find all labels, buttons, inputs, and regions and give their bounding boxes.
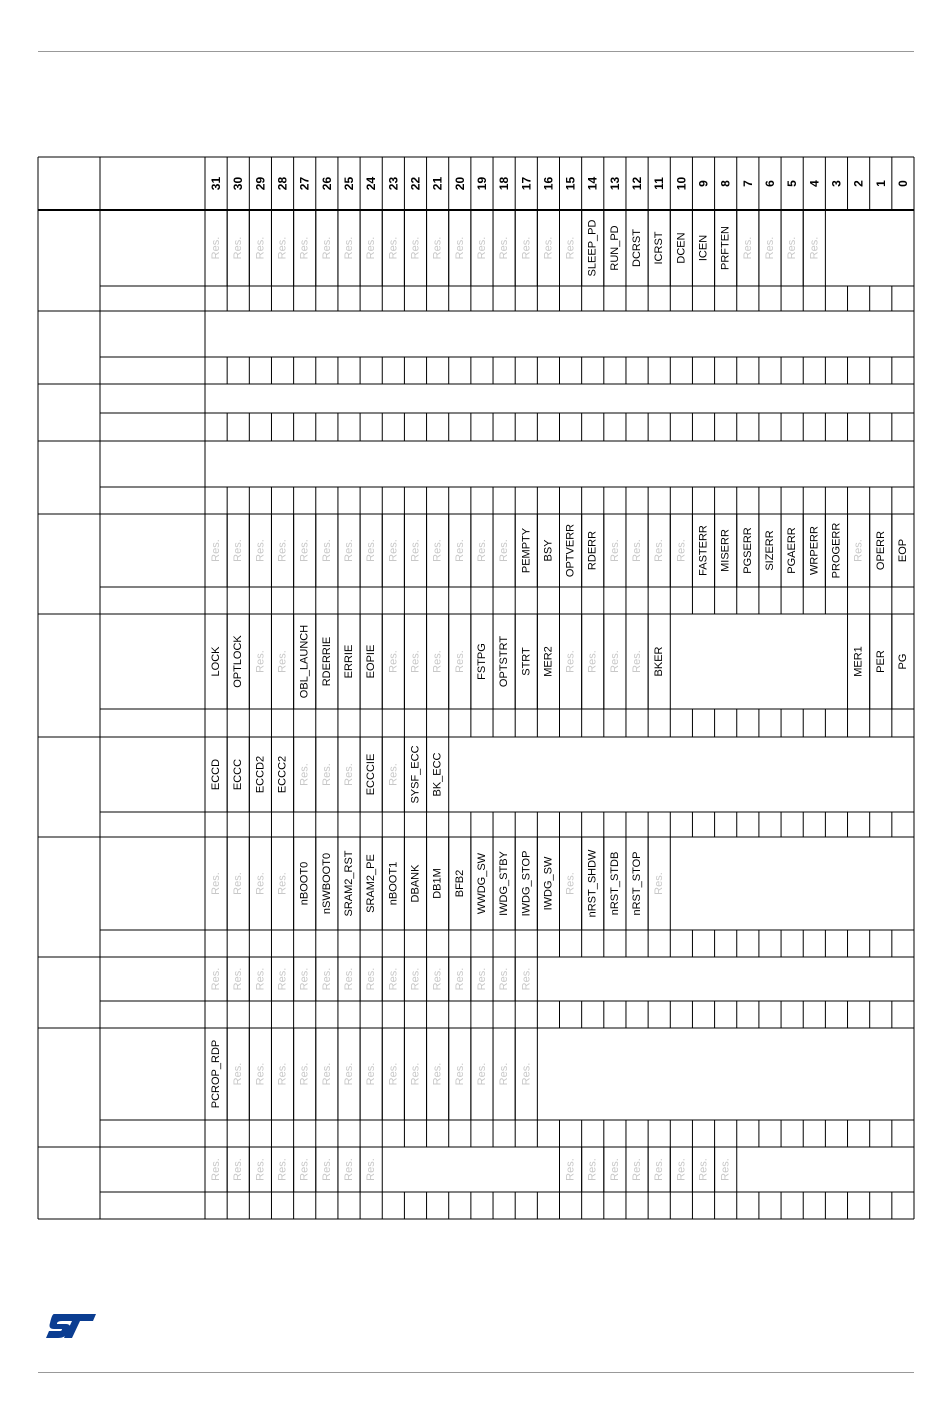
register-field-label: FSTPG: [475, 643, 488, 680]
reserved-field-label: Res.: [653, 1158, 666, 1181]
register-field-label: DCEN: [675, 232, 688, 264]
bit-number-label: 1: [873, 180, 888, 187]
bit-number-label: 27: [297, 176, 312, 191]
bit-number-label: 17: [519, 176, 534, 191]
reserved-field-label: Res.: [453, 650, 466, 673]
register-field-label: nRST_STDB: [608, 851, 621, 916]
register-field-label: BSY: [542, 539, 555, 562]
reserved-field-label: Res.: [520, 967, 533, 991]
bit-number-label: 30: [231, 176, 246, 191]
register-field-label: OPTVERR: [564, 523, 577, 578]
reserved-field-label: Res.: [409, 236, 422, 260]
reserved-field-label: Res.: [741, 236, 754, 260]
reserved-field-label: Res.: [409, 1062, 422, 1086]
reserved-field-label: Res.: [343, 1158, 356, 1181]
reserved-field-label: Res.: [210, 967, 223, 991]
bit-number-label: 24: [364, 176, 379, 191]
register-field-label: WWDG_SW: [475, 852, 488, 915]
register-field-label: BKER: [653, 646, 666, 677]
reserved-field-label: Res.: [320, 539, 333, 562]
bit-number-label: 25: [342, 176, 357, 191]
register-field-label: ERRIE: [343, 644, 356, 679]
reserved-field-label: Res.: [276, 1062, 289, 1086]
bit-number-label: 23: [386, 176, 401, 191]
reserved-field-label: Res.: [852, 539, 865, 562]
register-field-label: MISERR: [719, 529, 732, 572]
bit-number-label: 29: [253, 176, 268, 191]
register-field-label: PCROP_RDP: [210, 1039, 223, 1109]
reserved-field-label: Res.: [343, 967, 356, 991]
bit-number-label: 21: [430, 176, 445, 191]
bit-number-label: 4: [807, 180, 822, 187]
reserved-field-label: Res.: [320, 763, 333, 786]
reserved-field-label: Res.: [276, 1158, 289, 1181]
bit-number-label: 7: [740, 180, 755, 187]
register-field-label: ECCC2: [276, 755, 289, 794]
reserved-field-label: Res.: [298, 236, 311, 260]
bit-number-label: 3: [829, 180, 844, 187]
register-field-label: ICEN: [697, 234, 710, 262]
register-field-label: ECCD: [210, 758, 223, 791]
register-field-label: PROGERR: [830, 522, 843, 579]
reserved-field-label: Res.: [564, 650, 577, 673]
reserved-field-label: Res.: [254, 539, 267, 562]
reserved-field-label: Res.: [564, 1158, 577, 1181]
bit-number-label: 18: [497, 176, 512, 191]
register-field-label: SRAM2_RST: [343, 850, 356, 917]
register-field-label: nSWBOOT0: [320, 852, 333, 915]
reserved-field-label: Res.: [210, 236, 223, 260]
reserved-field-label: Res.: [387, 650, 400, 673]
register-field-label: RDERRIE: [320, 636, 333, 687]
reserved-field-label: Res.: [276, 539, 289, 562]
register-field-label: OBL_LAUNCH: [298, 624, 311, 699]
register-field-label: nBOOT0: [298, 861, 311, 906]
register-field-label: OPTSTRT: [498, 635, 511, 688]
register-field-label: STRT: [520, 647, 533, 676]
reserved-field-label: Res.: [475, 967, 488, 991]
reserved-field-label: Res.: [409, 650, 422, 673]
reserved-field-label: Res.: [387, 1062, 400, 1086]
reserved-field-label: Res.: [320, 1158, 333, 1181]
reserved-field-label: Res.: [520, 1062, 533, 1086]
bit-number-label: 8: [718, 180, 733, 187]
reserved-field-label: Res.: [763, 236, 776, 260]
reserved-field-label: Res.: [453, 1062, 466, 1086]
reserved-field-label: Res.: [564, 872, 577, 895]
reserved-field-label: Res.: [453, 236, 466, 260]
bit-number-label: 0: [895, 180, 910, 187]
reserved-field-label: Res.: [431, 539, 444, 562]
reserved-field-label: Res.: [431, 967, 444, 991]
bit-number-label: 14: [585, 176, 600, 191]
bit-number-label: 15: [563, 176, 578, 191]
reserved-field-label: Res.: [254, 650, 267, 673]
register-field-label: DCRST: [631, 229, 644, 267]
bit-number-label: 9: [696, 180, 711, 187]
bit-number-label: 28: [275, 176, 290, 191]
register-field-label: OPTLOCK: [232, 635, 245, 688]
register-field-label: SIZERR: [763, 530, 776, 571]
register-field-label: ECCCIE: [365, 753, 378, 796]
reserved-field-label: Res.: [343, 236, 356, 260]
register-field-label: ECCC: [232, 758, 245, 791]
register-field-label: PGSERR: [741, 527, 754, 574]
bit-number-label: 22: [408, 176, 423, 191]
reserved-field-label: Res.: [210, 1158, 223, 1181]
reserved-field-label: Res.: [343, 1062, 356, 1086]
reserved-field-label: Res.: [475, 236, 488, 260]
reserved-field-label: Res.: [276, 872, 289, 895]
reserved-field-label: Res.: [431, 650, 444, 673]
bit-number-label: 6: [762, 180, 777, 187]
reserved-field-label: Res.: [498, 1062, 511, 1086]
reserved-field-label: Res.: [498, 967, 511, 991]
reserved-field-label: Res.: [365, 967, 378, 991]
reserved-field-label: Res.: [631, 1158, 644, 1181]
bit-number-label: 31: [209, 176, 224, 191]
register-field-label: SRAM2_PE: [365, 854, 378, 913]
reserved-field-label: Res.: [608, 539, 621, 562]
reserved-field-label: Res.: [298, 1158, 311, 1181]
reserved-field-label: Res.: [254, 236, 267, 260]
reserved-field-label: Res.: [542, 236, 555, 260]
reserved-field-label: Res.: [365, 539, 378, 562]
reserved-field-label: Res.: [475, 539, 488, 562]
reserved-field-label: Res.: [232, 236, 245, 260]
register-field-label: ECCD2: [254, 755, 267, 794]
register-field-label: EOP: [896, 538, 909, 563]
register-field-label: DBANK: [409, 864, 422, 903]
bit-number-label: 16: [541, 176, 556, 191]
reserved-field-label: Res.: [232, 1158, 245, 1181]
register-field-label: BFB2: [453, 869, 466, 898]
reserved-field-label: Res.: [586, 1158, 599, 1181]
reserved-field-label: Res.: [608, 650, 621, 673]
reserved-field-label: Res.: [210, 872, 223, 895]
register-field-label: RDERR: [586, 530, 599, 571]
register-field-label: IWDG_STBY: [498, 851, 511, 916]
reserved-field-label: Res.: [387, 763, 400, 786]
register-field-label: PGAERR: [786, 527, 799, 574]
reserved-field-label: Res.: [608, 1158, 621, 1181]
reserved-field-label: Res.: [232, 967, 245, 991]
reserved-field-label: Res.: [298, 763, 311, 786]
reserved-field-label: Res.: [320, 1062, 333, 1086]
reserved-field-label: Res.: [365, 236, 378, 260]
reserved-field-label: Res.: [365, 1062, 378, 1086]
reserved-field-label: Res.: [475, 1062, 488, 1086]
reserved-field-label: Res.: [298, 967, 311, 991]
reserved-field-label: Res.: [675, 1158, 688, 1181]
register-field-label: DB1M: [431, 868, 444, 899]
reserved-field-label: Res.: [343, 763, 356, 786]
reserved-field-label: Res.: [276, 236, 289, 260]
reserved-field-label: Res.: [586, 650, 599, 673]
reserved-field-label: Res.: [298, 1062, 311, 1086]
register-field-label: EOPIE: [365, 644, 378, 679]
register-field-label: IWDG_STOP: [520, 850, 533, 917]
reserved-field-label: Res.: [564, 236, 577, 260]
reserved-field-label: Res.: [232, 1062, 245, 1086]
register-field-label: nRST_STOP: [631, 851, 644, 916]
reserved-field-label: Res.: [431, 236, 444, 260]
reserved-field-label: Res.: [320, 236, 333, 260]
register-field-label: IWDG_SW: [542, 856, 555, 911]
bit-number-label: 26: [319, 176, 334, 191]
register-field-label: nBOOT1: [387, 861, 400, 906]
bit-number-label: 19: [474, 176, 489, 191]
reserved-field-label: Res.: [387, 236, 400, 260]
register-field-label: MER2: [542, 646, 555, 677]
register-field-label: MER1: [852, 646, 865, 677]
reserved-field-label: Res.: [276, 650, 289, 673]
reserved-field-label: Res.: [498, 539, 511, 562]
reserved-field-label: Res.: [387, 539, 400, 562]
reserved-field-label: Res.: [409, 539, 422, 562]
reserved-field-label: Res.: [232, 872, 245, 895]
bit-number-label: 12: [630, 176, 645, 191]
register-field-label: nRST_SHDW: [586, 849, 599, 918]
register-field-label: OPERR: [874, 530, 887, 571]
reserved-field-label: Res.: [254, 967, 267, 991]
reserved-field-label: Res.: [431, 1062, 444, 1086]
register-field-label: PRFTEN: [719, 226, 732, 270]
register-field-label: SLEEP_PD: [586, 219, 599, 277]
register-field-label: BK_ECC: [431, 752, 444, 797]
reserved-field-label: Res.: [343, 539, 356, 562]
reserved-field-label: Res.: [298, 539, 311, 562]
reserved-field-label: Res.: [719, 1158, 732, 1181]
register-field-label: PG: [896, 653, 909, 670]
reserved-field-label: Res.: [254, 1062, 267, 1086]
reserved-field-label: Res.: [808, 236, 821, 260]
reserved-field-label: Res.: [453, 539, 466, 562]
register-field-label: SYSF_ECC: [409, 745, 422, 804]
bit-number-label: 2: [851, 180, 866, 187]
reserved-field-label: Res.: [697, 1158, 710, 1181]
register-field-label: LOCK: [210, 646, 223, 677]
reserved-field-label: Res.: [320, 967, 333, 991]
reserved-field-label: Res.: [498, 236, 511, 260]
reserved-field-label: Res.: [254, 1158, 267, 1181]
bit-number-label: 11: [652, 177, 667, 190]
reserved-field-label: Res.: [453, 967, 466, 991]
reserved-field-label: Res.: [409, 967, 422, 991]
reserved-field-label: Res.: [653, 539, 666, 562]
reserved-field-label: Res.: [653, 872, 666, 895]
register-field-label: PER: [874, 650, 887, 673]
st-logo: [44, 1311, 100, 1341]
bit-number-label: 13: [607, 176, 622, 191]
reserved-field-label: Res.: [365, 1158, 378, 1181]
reserved-field-label: Res.: [675, 539, 688, 562]
register-field-label: FASTERR: [697, 525, 710, 576]
register-field-label: WRPERR: [808, 526, 821, 575]
bit-number-label: 10: [674, 176, 689, 191]
bit-number-label: 5: [785, 180, 800, 187]
register-field-label: PEMPTY: [520, 527, 533, 574]
register-field-label: RUN_PD: [608, 225, 621, 271]
register-field-label: ICRST: [653, 231, 666, 265]
reserved-field-label: Res.: [520, 236, 533, 260]
reserved-field-label: Res.: [631, 650, 644, 673]
reserved-field-label: Res.: [786, 236, 799, 260]
reserved-field-label: Res.: [276, 967, 289, 991]
reserved-field-label: Res.: [631, 539, 644, 562]
reserved-field-label: Res.: [210, 539, 223, 562]
bit-number-label: 20: [452, 176, 467, 191]
reserved-field-label: Res.: [254, 872, 267, 895]
reserved-field-label: Res.: [387, 967, 400, 991]
reserved-field-label: Res.: [232, 539, 245, 562]
